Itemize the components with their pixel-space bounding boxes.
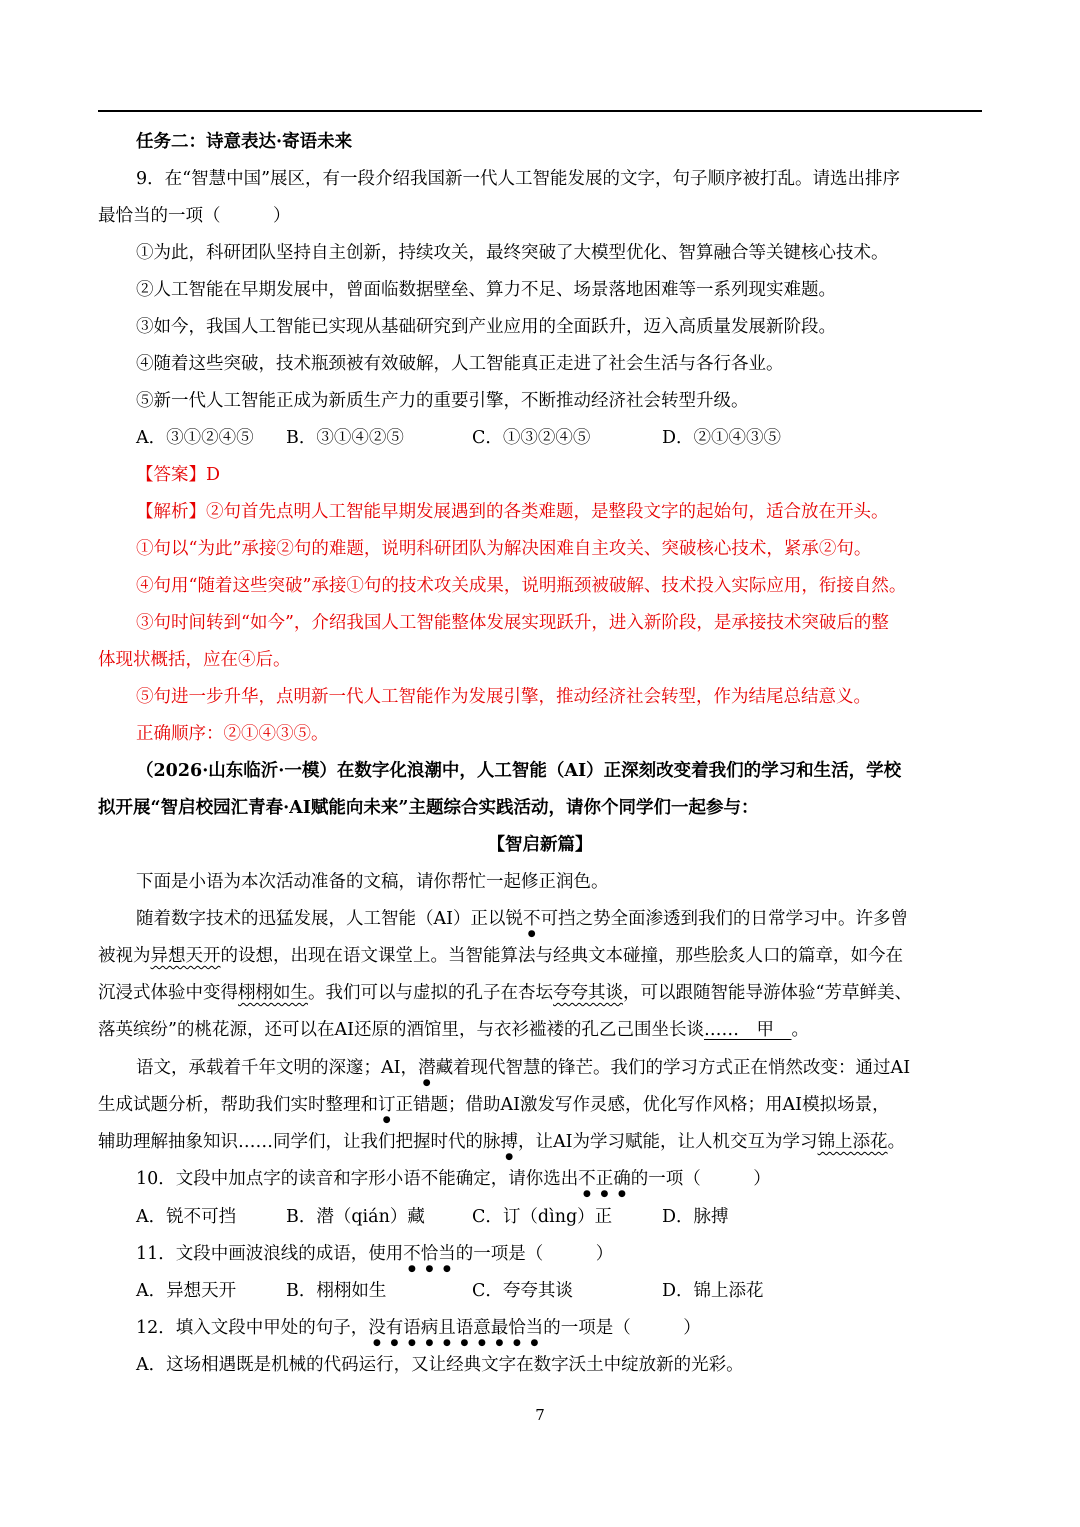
text-span: ，让AI为学习赋能，让人机交互为学习 xyxy=(518,1132,818,1152)
q9-analysis-line: 正确顺序：②①④③⑤。 xyxy=(136,724,329,744)
q9-sentence-4: ④随着这些突破，技术瓶颈被有效破解，人工智能真正走进了社会生活与各行各业。 xyxy=(136,354,784,374)
text-span: 12．填入文段中甲处的句子， xyxy=(136,1318,369,1338)
q11-option-a: A．异想天开 xyxy=(136,1281,237,1301)
text-span: 落英缤纷”的桃花源，还可以在AI还原的酒馆里，与衣衫褴褛的孔乙己围坐长谈 xyxy=(98,1020,704,1040)
passage-p1-line1 xyxy=(136,907,908,939)
text-span: 的一项是（ ） xyxy=(543,1318,701,1338)
q9-analysis-line: 体现状概括，应在④后。 xyxy=(98,650,291,670)
text-span: 10．文段中加点字的读音和字形小语不能确定，请你选出 xyxy=(136,1169,579,1189)
text-span: ，可以跟随智能导游体验“芳草鲜美、 xyxy=(623,983,912,1003)
q9-sentence-1: ①为此，科研团队坚持自主创新，持续攻关，最终突破了大模型优化、智算融合等关键核心技术。 xyxy=(136,243,889,263)
passage-p1-line3 xyxy=(98,981,912,1005)
q9-analysis-line: 【解析】②句首先点明人工智能早期发展遇到的各类难题，是整段文字的起始句，适合放在开头。 xyxy=(136,502,889,522)
q9-analysis-line: ④句用“随着这些突破”承接①句的技术攻关成果，说明瓶颈被破解、技术投入实际应用，衔接自然。 xyxy=(136,576,907,596)
text-span: 的一项是（ ） xyxy=(455,1244,614,1264)
passage-p2-line3 xyxy=(98,1130,905,1162)
intro-line1: （2026·山东临沂·一模）在数字化浪潮中，人工智能（AI）正深刻改变着我们的学习和生活，学校 xyxy=(136,761,902,781)
passage-p2-line1 xyxy=(136,1056,910,1088)
dotted-emphasis: 不正确 xyxy=(578,1169,631,1189)
text-span: 的一项（ ） xyxy=(630,1169,771,1189)
q9-sentence-2: ②人工智能在早期发展中，曾面临数据壁垒、算力不足、场景落地困难等一系列现实难题。 xyxy=(136,280,836,300)
q10-option-a: A．锐不可挡 xyxy=(136,1207,237,1227)
text-span: 语文，承载着千年文明的深邃；AI， xyxy=(136,1058,419,1078)
q9-option-c: C．①③②④⑤ xyxy=(472,428,591,448)
passage-p2-line2 xyxy=(98,1093,890,1125)
q9-option-a: A．③①②④⑤ xyxy=(136,428,254,448)
q9-analysis-line: ⑤句进一步升华，点明新一代人工智能作为发展引擎，推动经济社会转型，作为结尾总结意义。 xyxy=(136,687,871,707)
wavy-idiom: 栩栩如生 xyxy=(238,983,308,1003)
dotted-emphasis: 没有语病且语意最恰当 xyxy=(368,1318,544,1338)
q11-option-b: B．栩栩如生 xyxy=(286,1281,387,1301)
dotted-char: 订 xyxy=(378,1095,396,1115)
dotted-emphasis: 不恰当 xyxy=(403,1244,456,1264)
q12-option-a: A．这场相遇既是机械的代码运行，又让经典文字在数字沃土中绽放新的光彩。 xyxy=(136,1355,744,1375)
dotted-char: 不 xyxy=(523,909,541,929)
q11-option-c: C．夸夸其谈 xyxy=(472,1281,573,1301)
text-span: 沉浸式体验中变得 xyxy=(98,983,238,1003)
blank-jia: …… 甲 xyxy=(704,1020,792,1040)
q9-analysis-line: ③句时间转到“如今”，介绍我国人工智能整体发展实现跃升，进入新阶段，是承接技术突破后的整 xyxy=(136,613,889,633)
text-span: 可挡 xyxy=(540,909,576,929)
q9-analysis-line: ①句以“为此”承接②句的难题，说明科研团队为解决困难自主攻关、突破核心技术，紧承②句。 xyxy=(136,539,872,559)
q9-stem-line1: 9．在“智慧中国”展区，有一段介绍我国新一代人工智能发展的文字，句子顺序被打乱。请选出排序 xyxy=(136,169,901,189)
intro-line2: 拟开展“智启校园汇青春·AI赋能向未来”主题综合实践活动，请你个同学们一起参与： xyxy=(98,798,759,818)
text-span: 藏着现代智慧的锋芒。我们的学习方式正在悄然改变：通过AI xyxy=(435,1058,911,1078)
q9-stem-line2: 最恰当的一项（ ） xyxy=(98,206,291,226)
q11-option-d: D．锦上添花 xyxy=(662,1281,764,1301)
dotted-char: 潜 xyxy=(418,1058,436,1078)
wavy-idiom: 锦上添花 xyxy=(817,1132,888,1152)
wavy-idiom: 夸夸其谈 xyxy=(553,983,623,1003)
passage-p1-line4 xyxy=(98,1018,809,1042)
text-span: 生成试题分析，帮助我们实时整理和 xyxy=(98,1095,378,1115)
text-span: 。我们可以与虚拟的孔子在杏坛 xyxy=(308,983,553,1003)
header-rule xyxy=(98,110,982,112)
q9-sentence-3: ③如今，我国人工智能已实现从基础研究到产业应用的全面跃升，迈入高质量发展新阶段。 xyxy=(136,317,836,337)
text-span: 11．文段中画波浪线的成语，使用 xyxy=(136,1244,404,1264)
text-span: 正错题；借助AI激发写作灵感，优化写作风格；用AI模拟场景， xyxy=(395,1095,890,1115)
dotted-char: 搏 xyxy=(500,1132,518,1152)
q10-option-d: D．脉搏 xyxy=(662,1207,729,1227)
text-span: 辅助理解抽象知识……同学们，让我们把握时代的脉 xyxy=(98,1132,501,1152)
page-number: 7 xyxy=(535,1406,545,1424)
q12-stem xyxy=(136,1316,701,1348)
passage-lead: 下面是小语为本次活动准备的文稿，请你帮忙一起修正润色。 xyxy=(136,872,609,892)
q10-stem xyxy=(136,1167,771,1199)
q9-option-d: D．②①④③⑤ xyxy=(662,428,782,448)
q9-sentence-5: ⑤新一代人工智能正成为新质生产力的重要引擎，不断推动经济社会转型升级。 xyxy=(136,391,749,411)
passage-p1-line2 xyxy=(98,944,903,968)
q11-stem xyxy=(136,1242,613,1274)
text-span: 随着数字技术的迅猛发展，人工智能（AI）正以锐 xyxy=(136,909,524,929)
section-title: 【智启新篇】 xyxy=(487,835,593,855)
text-span: 。 xyxy=(887,1132,906,1152)
text-span: 。 xyxy=(791,1020,809,1040)
text-span: 被视为 xyxy=(98,946,151,966)
q9-option-b: B．③①④②⑤ xyxy=(286,428,404,448)
q10-option-c: C．订（dìng）正 xyxy=(472,1207,613,1227)
q10-option-b: B．潜（qián）藏 xyxy=(286,1207,425,1227)
wavy-idiom: 异想天开 xyxy=(150,946,221,966)
task-title: 任务二：诗意表达·寄语未来 xyxy=(136,132,353,152)
q9-answer: 【答案】D xyxy=(136,465,221,485)
text-span: 之势全面渗透到我们的日常学习中。许多曾 xyxy=(575,909,909,929)
text-span: 的设想，出现在语文课堂上。当智能算法与经典文本碰撞，那些脍炙人口的篇章，如今在 xyxy=(220,946,903,966)
